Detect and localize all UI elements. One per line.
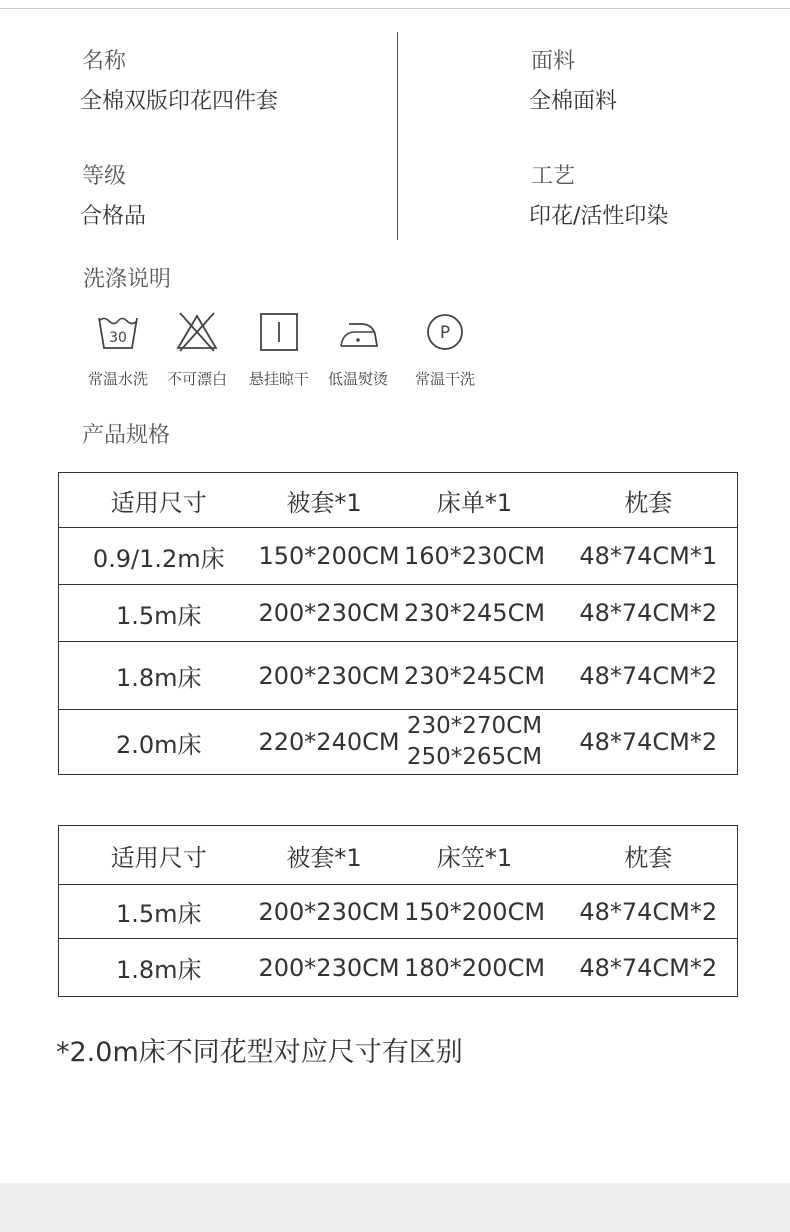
spec-table-fitted <box>58 825 738 997</box>
size-note: *2.0m床不同花型对应尺寸有区别 <box>56 1037 463 1068</box>
no-bleach-icon <box>174 310 220 354</box>
table-header-row <box>59 826 738 885</box>
cell-duvet: 150*200CM <box>259 528 390 585</box>
care-label-dry: 悬挂晾干 <box>248 370 309 388</box>
wash-30-icon <box>95 310 141 354</box>
cell-size: 2.0m床 <box>59 710 259 775</box>
cell-duvet: 200*230CM <box>259 585 390 642</box>
cell-pillow: 48*74CM*2 <box>560 939 738 997</box>
cell-duvet: 200*230CM <box>259 642 390 710</box>
fabric-label: 面料 <box>531 49 576 74</box>
craft-value: 印花/活性印染 <box>529 204 669 229</box>
cell-fitted-sheet: 180*200CM <box>390 939 560 997</box>
cell-pillow: 48*74CM*2 <box>560 642 738 710</box>
header-pillow: 枕套 <box>560 473 738 528</box>
care-item-bleach <box>160 310 234 389</box>
header-size: 适用尺寸 <box>59 826 259 885</box>
care-label-dryclean: 常温干洗 <box>414 370 475 388</box>
care-item-iron <box>321 310 395 389</box>
header-size: 适用尺寸 <box>59 473 259 528</box>
cell-fitted-sheet: 150*200CM <box>390 885 560 939</box>
footer-band <box>0 1183 790 1232</box>
care-item-dryclean <box>408 310 482 389</box>
attribute-column-divider <box>397 32 398 240</box>
hang-dry-icon <box>256 310 302 354</box>
header-sheet: 床单*1 <box>390 473 560 528</box>
cell-duvet: 200*230CM <box>259 939 390 997</box>
cell-sheet: 230*245CM <box>390 585 560 642</box>
table-header-row <box>59 473 738 528</box>
cell-sheet-multi <box>390 710 560 775</box>
spec-title: 产品规格 <box>82 423 171 448</box>
cell-size: 0.9/1.2m床 <box>59 528 259 585</box>
care-item-wash <box>81 310 155 389</box>
cell-pillow: 48*74CM*2 <box>560 710 738 775</box>
table-row <box>59 585 738 642</box>
cell-sheet-line-2: 250*265CM <box>406 744 543 770</box>
table-row <box>59 939 738 997</box>
header-pillow: 枕套 <box>560 826 738 885</box>
table-row <box>59 642 738 710</box>
grade-label: 等级 <box>82 164 127 189</box>
table-row <box>59 710 738 775</box>
cell-sheet: 160*230CM <box>390 528 560 585</box>
cell-size: 1.8m床 <box>59 939 259 997</box>
care-label-wash: 常温水洗 <box>87 370 148 388</box>
header-fitted-sheet: 床笠*1 <box>390 826 560 885</box>
spec-table-sheet <box>58 472 738 775</box>
cell-duvet: 200*230CM <box>259 885 390 939</box>
grade-value: 合格品 <box>80 204 147 229</box>
cell-size: 1.8m床 <box>59 642 259 710</box>
svg-text:P: P <box>439 323 451 343</box>
care-label-bleach: 不可漂白 <box>166 370 227 388</box>
cell-size: 1.5m床 <box>59 885 259 939</box>
cell-pillow: 48*74CM*2 <box>560 885 738 939</box>
svg-text:30: 30 <box>109 330 127 346</box>
fabric-value: 全棉面料 <box>529 89 618 114</box>
dry-clean-p-icon <box>422 310 468 354</box>
table-row <box>59 528 738 585</box>
name-label: 名称 <box>82 49 127 74</box>
craft-label: 工艺 <box>531 164 576 189</box>
name-value: 全棉双版印花四件套 <box>80 89 279 114</box>
cell-sheet: 230*245CM <box>390 642 560 710</box>
cell-size: 1.5m床 <box>59 585 259 642</box>
cell-sheet-line-1: 230*270CM <box>406 713 543 739</box>
care-label-iron: 低温熨烫 <box>327 370 388 388</box>
care-title: 洗涤说明 <box>83 267 172 292</box>
care-item-dry <box>242 310 316 389</box>
cell-pillow: 48*74CM*2 <box>560 585 738 642</box>
table-row <box>59 885 738 939</box>
header-duvet: 被套*1 <box>259 826 390 885</box>
cell-pillow: 48*74CM*1 <box>560 528 738 585</box>
header-duvet: 被套*1 <box>259 473 390 528</box>
low-iron-icon <box>335 310 381 354</box>
cell-duvet: 220*240CM <box>259 710 390 775</box>
top-divider <box>0 8 790 9</box>
